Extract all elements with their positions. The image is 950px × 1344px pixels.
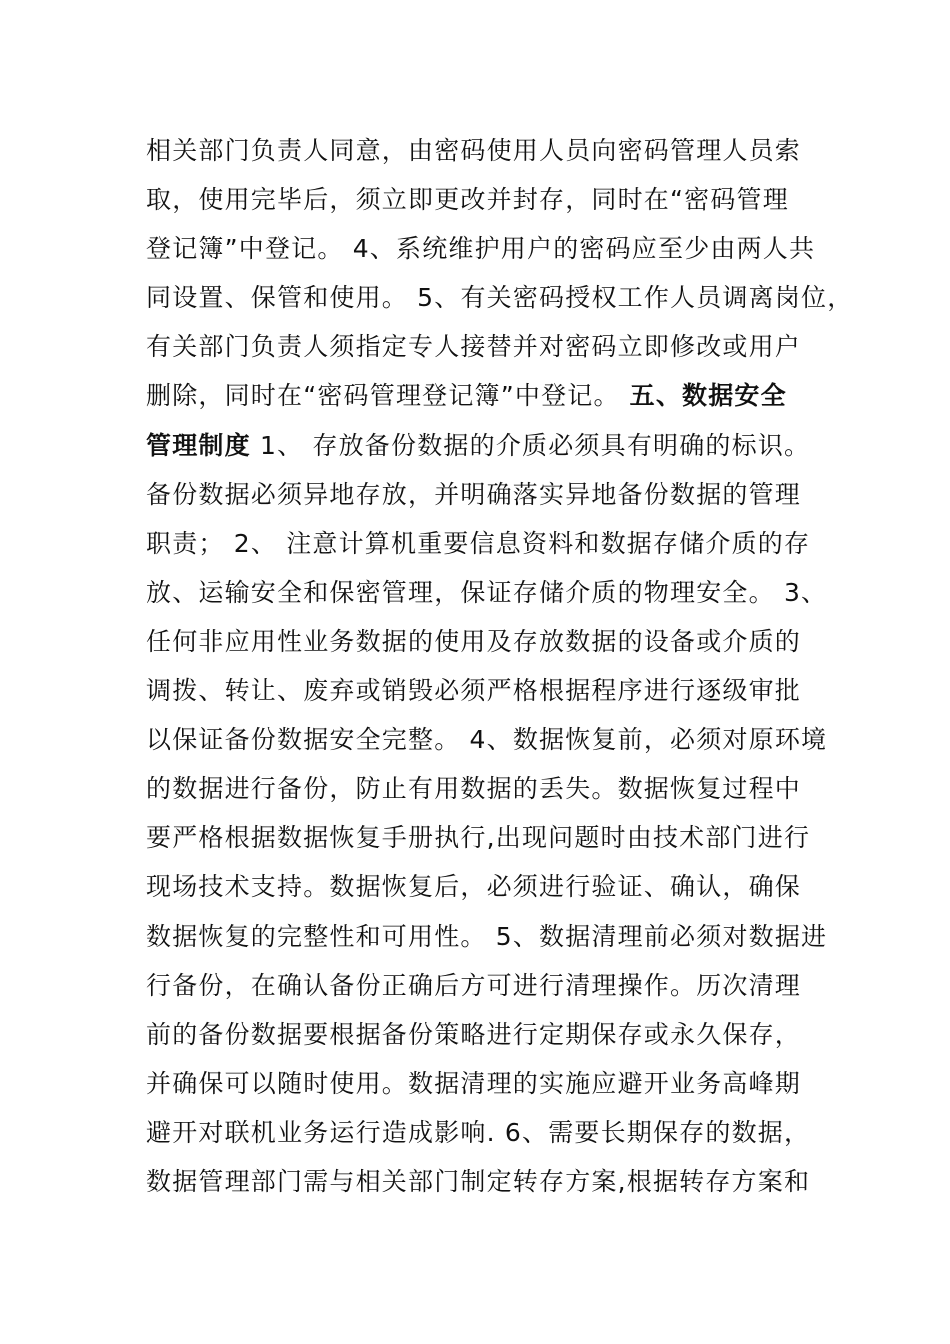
- text-line-2: 取，使用完毕后，须立即更改并封存，同时在“密码管理: [146, 185, 789, 215]
- text-line-10: 放、运输安全和保密管理，保证存储介质的物理安全。 3、: [146, 577, 828, 607]
- text-line-4: 同设置、保管和使用。 5、有关密码授权工作人员调离岗位，: [146, 283, 854, 313]
- text-line-14: 的数据进行备份，防止有用数据的丢失。数据恢复过程中: [146, 774, 802, 804]
- section-heading-part1: 五、数据安全: [619, 381, 787, 411]
- text-line-19: 前的备份数据要根据备份策略进行定期保存或永久保存，: [146, 1019, 802, 1049]
- text-line-8: 备份数据必须异地存放，并明确落实异地备份数据的管理: [146, 479, 802, 509]
- text-line-7: [146, 421, 826, 470]
- section-heading-part2: 管理制度: [146, 430, 251, 460]
- text-line-20: 并确保可以随时使用。数据清理的实施应避开业务高峰期: [146, 1068, 802, 1098]
- text-line-21: 避开对联机业务运行造成影响. 6、需要长期保存的数据，: [146, 1117, 811, 1147]
- text-line-3: 登记簿”中登记。 4、系统维护用户的密码应至少由两人共: [146, 234, 816, 264]
- text-line-5: 有关部门负责人须指定专人接替并对密码立即修改或用户: [146, 332, 802, 362]
- document-body: [146, 126, 854, 1206]
- text-line-9: 职责； 2、 注意计算机重要信息资料和数据存储介质的存: [146, 528, 811, 558]
- text-line-7-body: 1、 存放备份数据的介质必须具有明确的标识。: [250, 430, 811, 460]
- text-line-11: 任何非应用性业务数据的使用及存放数据的设备或介质的: [146, 626, 802, 656]
- text-line-16: 现场技术支持。数据恢复后，必须进行验证、确认，确保: [146, 872, 802, 902]
- text-line-17: 数据恢复的完整性和可用性。 5、数据清理前必须对数据进: [146, 921, 828, 951]
- text-line-6-body: 删除，同时在“密码管理登记簿”中登记。: [146, 381, 620, 411]
- text-line-12: 调拨、转让、废弃或销毁必须严格根据程序进行逐级审批: [146, 676, 802, 706]
- text-line-15: 要严格根据数据恢复手册执行,出现问题时由技术部门进行: [146, 823, 811, 853]
- text-line-13: 以保证备份数据安全完整。 4、数据恢复前，必须对原环境: [146, 725, 828, 755]
- text-line-1: 相关部门负责人同意，由密码使用人员向密码管理人员索: [146, 136, 802, 165]
- text-line-22: 数据管理部门需与相关部门制定转存方案,根据转存方案和: [146, 1166, 811, 1196]
- text-line-18: 行备份，在确认备份正确后方可进行清理操作。历次清理: [146, 970, 802, 1000]
- text-line-6: [146, 371, 826, 420]
